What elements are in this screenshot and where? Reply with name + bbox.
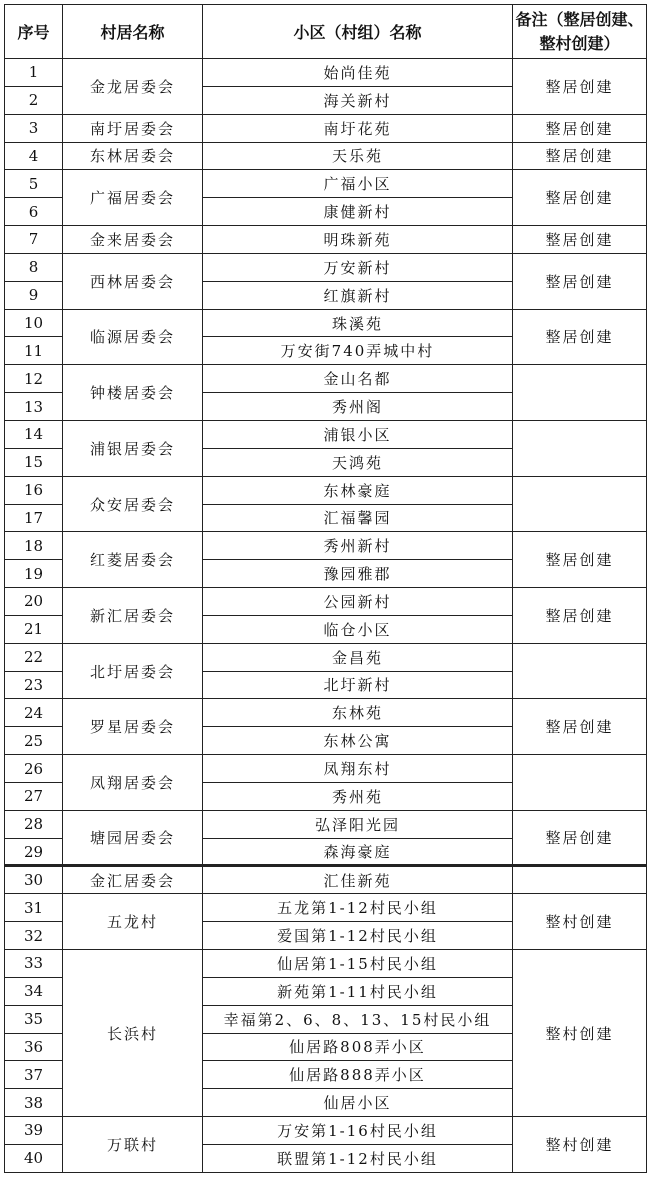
table-row <box>5 59 647 87</box>
community-name: 爱国第1-12村民小组 <box>203 922 513 950</box>
community-name: 浦银小区 <box>203 420 513 448</box>
row-number: 3 <box>5 114 63 142</box>
table-row <box>5 755 647 783</box>
row-number: 17 <box>5 504 63 532</box>
row-number: 9 <box>5 281 63 309</box>
village-name: 金来居委会 <box>63 226 203 254</box>
row-number: 11 <box>5 337 63 365</box>
community-name: 东林豪庭 <box>203 476 513 504</box>
table-row <box>5 810 647 838</box>
row-number: 1 <box>5 59 63 87</box>
community-name: 凤翔东村 <box>203 755 513 783</box>
table-row <box>5 476 647 504</box>
village-name: 东林居委会 <box>63 142 203 170</box>
community-name: 东林公寓 <box>203 727 513 755</box>
village-name: 北圩居委会 <box>63 643 203 699</box>
community-name: 新苑第1-11村民小组 <box>203 977 513 1005</box>
community-name: 珠溪苑 <box>203 309 513 337</box>
community-name: 森海豪庭 <box>203 838 513 866</box>
village-name: 众安居委会 <box>63 476 203 532</box>
community-name: 南圩花苑 <box>203 114 513 142</box>
community-name: 红旗新村 <box>203 281 513 309</box>
community-name: 金昌苑 <box>203 643 513 671</box>
table-row <box>5 170 647 198</box>
community-name: 公园新村 <box>203 588 513 616</box>
table-row <box>5 114 647 142</box>
table-row <box>5 699 647 727</box>
table-wrapper <box>4 4 646 1173</box>
row-number: 40 <box>5 1144 63 1172</box>
table-row <box>5 365 647 393</box>
row-number: 10 <box>5 309 63 337</box>
village-name: 罗星居委会 <box>63 699 203 755</box>
note-cell: 整居创建 <box>513 309 647 365</box>
village-name: 长浜村 <box>63 950 203 1117</box>
row-number: 34 <box>5 977 63 1005</box>
note-cell: 整居创建 <box>513 59 647 115</box>
community-name: 五龙第1-12村民小组 <box>203 894 513 922</box>
community-name: 联盟第1-12村民小组 <box>203 1144 513 1172</box>
community-name: 秀州新村 <box>203 532 513 560</box>
community-name: 仙居第1-15村民小组 <box>203 950 513 978</box>
row-number: 5 <box>5 170 63 198</box>
community-name: 豫园雅郡 <box>203 560 513 588</box>
row-number: 7 <box>5 226 63 254</box>
table-row <box>5 588 647 616</box>
table-header-row <box>5 5 647 59</box>
header-note: 备注（整居创建、整村创建） <box>513 5 647 59</box>
row-number: 30 <box>5 866 63 894</box>
village-name: 西林居委会 <box>63 253 203 309</box>
row-number: 37 <box>5 1061 63 1089</box>
community-name: 明珠新苑 <box>203 226 513 254</box>
table-body <box>5 59 647 1173</box>
community-name: 万安第1-16村民小组 <box>203 1117 513 1145</box>
table-row <box>5 142 647 170</box>
table-row <box>5 643 647 671</box>
note-cell <box>513 866 647 894</box>
community-name: 北圩新村 <box>203 671 513 699</box>
community-name: 天乐苑 <box>203 142 513 170</box>
table-row <box>5 420 647 448</box>
community-name: 仙居路888弄小区 <box>203 1061 513 1089</box>
row-number: 12 <box>5 365 63 393</box>
row-number: 21 <box>5 615 63 643</box>
community-name: 仙居路808弄小区 <box>203 1033 513 1061</box>
note-cell <box>513 643 647 699</box>
header-village: 村居名称 <box>63 5 203 59</box>
village-name: 红菱居委会 <box>63 532 203 588</box>
row-number: 8 <box>5 253 63 281</box>
note-cell: 整村创建 <box>513 894 647 950</box>
note-cell: 整居创建 <box>513 226 647 254</box>
row-number: 25 <box>5 727 63 755</box>
village-name: 临源居委会 <box>63 309 203 365</box>
row-number: 29 <box>5 838 63 866</box>
note-cell: 整居创建 <box>513 170 647 226</box>
village-name: 金龙居委会 <box>63 59 203 115</box>
note-cell <box>513 420 647 476</box>
community-name: 仙居小区 <box>203 1089 513 1117</box>
note-cell: 整居创建 <box>513 699 647 755</box>
note-cell: 整村创建 <box>513 1117 647 1173</box>
note-cell: 整居创建 <box>513 810 647 866</box>
row-number: 6 <box>5 198 63 226</box>
row-number: 22 <box>5 643 63 671</box>
community-name: 幸福第2、6、8、13、15村民小组 <box>203 1005 513 1033</box>
village-name: 新汇居委会 <box>63 588 203 644</box>
community-name: 康健新村 <box>203 198 513 226</box>
row-number: 15 <box>5 448 63 476</box>
community-name: 万安新村 <box>203 253 513 281</box>
table-row <box>5 866 647 894</box>
table-row <box>5 894 647 922</box>
row-number: 4 <box>5 142 63 170</box>
community-name: 万安街740弄城中村 <box>203 337 513 365</box>
table-row <box>5 532 647 560</box>
community-name: 始尚佳苑 <box>203 59 513 87</box>
table-row <box>5 253 647 281</box>
community-name: 广福小区 <box>203 170 513 198</box>
community-name: 弘泽阳光园 <box>203 810 513 838</box>
row-number: 28 <box>5 810 63 838</box>
note-cell: 整居创建 <box>513 588 647 644</box>
community-name: 金山名都 <box>203 365 513 393</box>
header-community: 小区（村组）名称 <box>203 5 513 59</box>
row-number: 16 <box>5 476 63 504</box>
row-number: 13 <box>5 393 63 421</box>
community-name: 秀州苑 <box>203 782 513 810</box>
village-name: 万联村 <box>63 1117 203 1173</box>
community-name: 汇佳新苑 <box>203 866 513 894</box>
community-name: 汇福馨园 <box>203 504 513 532</box>
community-name: 秀州阁 <box>203 393 513 421</box>
note-cell <box>513 755 647 811</box>
village-name: 浦银居委会 <box>63 420 203 476</box>
row-number: 39 <box>5 1117 63 1145</box>
header-no: 序号 <box>5 5 63 59</box>
note-cell: 整居创建 <box>513 253 647 309</box>
row-number: 20 <box>5 588 63 616</box>
note-cell: 整居创建 <box>513 532 647 588</box>
note-cell <box>513 476 647 532</box>
village-name: 金汇居委会 <box>63 866 203 894</box>
note-cell: 整居创建 <box>513 114 647 142</box>
row-number: 26 <box>5 755 63 783</box>
community-name: 天鸿苑 <box>203 448 513 476</box>
row-number: 27 <box>5 782 63 810</box>
note-cell: 整村创建 <box>513 950 647 1117</box>
table-row <box>5 1117 647 1145</box>
community-name: 临仓小区 <box>203 615 513 643</box>
row-number: 32 <box>5 922 63 950</box>
village-name: 塘园居委会 <box>63 810 203 866</box>
village-name: 南圩居委会 <box>63 114 203 142</box>
village-name: 五龙村 <box>63 894 203 950</box>
community-name: 海关新村 <box>203 86 513 114</box>
community-name: 东林苑 <box>203 699 513 727</box>
row-number: 2 <box>5 86 63 114</box>
row-number: 38 <box>5 1089 63 1117</box>
table-row <box>5 950 647 978</box>
row-number: 18 <box>5 532 63 560</box>
table-row <box>5 309 647 337</box>
community-table <box>4 4 647 1173</box>
row-number: 24 <box>5 699 63 727</box>
row-number: 36 <box>5 1033 63 1061</box>
row-number: 23 <box>5 671 63 699</box>
village-name: 凤翔居委会 <box>63 755 203 811</box>
note-cell: 整居创建 <box>513 142 647 170</box>
note-cell <box>513 365 647 421</box>
table-row <box>5 226 647 254</box>
row-number: 19 <box>5 560 63 588</box>
row-number: 31 <box>5 894 63 922</box>
row-number: 35 <box>5 1005 63 1033</box>
village-name: 钟楼居委会 <box>63 365 203 421</box>
row-number: 14 <box>5 420 63 448</box>
village-name: 广福居委会 <box>63 170 203 226</box>
row-number: 33 <box>5 950 63 978</box>
